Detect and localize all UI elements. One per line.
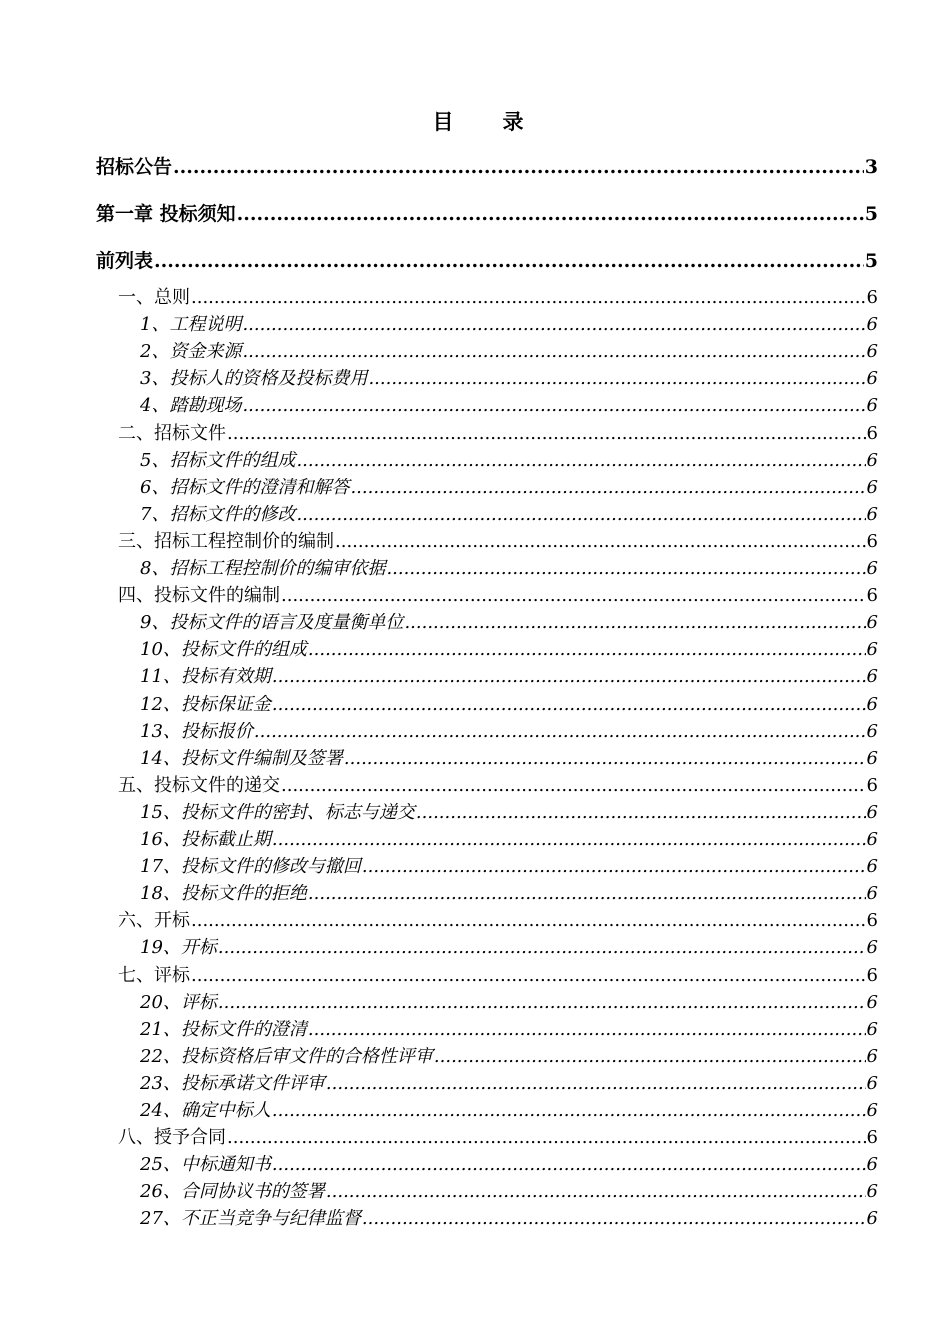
toc-dot-leader [344, 748, 866, 769]
toc-dot-leader [272, 1154, 866, 1175]
toc-dot-leader [335, 531, 866, 552]
toc-dot-leader [227, 1127, 866, 1148]
toc-entry-page: 6 [866, 314, 878, 336]
toc-entry-page: 6 [866, 774, 878, 796]
toc-entry[interactable] [140, 1204, 878, 1230]
toc-entry[interactable] [140, 1150, 878, 1176]
toc-entry[interactable] [140, 825, 878, 851]
toc-entry-page: 6 [866, 910, 878, 932]
toc-dot-leader [326, 1181, 866, 1202]
toc-dot-leader [242, 395, 865, 416]
toc-entry-page: 6 [866, 666, 878, 688]
toc-entry[interactable] [140, 1177, 878, 1203]
toc-entry-label: 20、评标 [140, 991, 217, 1013]
toc-entry-page: 6 [866, 612, 878, 634]
toc-entry[interactable] [140, 500, 878, 526]
toc-entry-page: 6 [866, 1100, 878, 1121]
toc-entry-label: 一、总则 [118, 287, 190, 308]
toc-entry-label: 招标公告 [96, 156, 173, 178]
toc-dot-leader [191, 965, 866, 986]
toc-entry-label: 23、投标承诺文件评审 [140, 1072, 325, 1094]
toc-entry-page: 6 [866, 639, 878, 661]
toc-entry-label: 三、招标工程控制价的编制 [118, 530, 334, 552]
toc-dot-leader [386, 558, 865, 579]
toc-entry-label: 前列表 [96, 250, 154, 272]
toc-entry[interactable] [140, 1042, 878, 1068]
toc-entry[interactable] [140, 1015, 878, 1041]
toc-entry[interactable] [140, 1069, 878, 1095]
toc-entry-label: 七、评标 [118, 964, 190, 986]
toc-dot-leader [237, 203, 864, 225]
toc-entry[interactable] [140, 690, 878, 716]
toc-dot-leader [281, 585, 866, 606]
toc-entry-label: 17、投标文件的修改与撤回 [140, 856, 361, 878]
toc-entry[interactable] [140, 554, 878, 580]
toc-entry-label: 7、招标文件的修改 [140, 503, 296, 525]
toc-entry-label: 25、中标通知书 [140, 1154, 271, 1176]
toc-entry-page: 6 [866, 422, 878, 444]
toc-dot-leader [272, 829, 866, 850]
toc-entry-label: 8、招标工程控制价的编审依据 [140, 558, 386, 579]
toc-dot-leader [227, 423, 866, 444]
toc-dot-leader [218, 992, 866, 1013]
toc-dot-leader [434, 1046, 866, 1067]
toc-dot-leader [350, 477, 865, 498]
toc-entry-page: 6 [866, 503, 878, 525]
toc-entry-page: 6 [866, 341, 878, 363]
toc-entry-page: 6 [866, 530, 878, 552]
toc-dot-leader [296, 504, 865, 525]
toc-entry-label: 12、投标保证金 [140, 693, 271, 715]
toc-entry-label: 26、合同协议书的签署 [140, 1181, 325, 1203]
toc-entry-label: 13、投标报价 [140, 720, 253, 742]
toc-entry-page: 6 [866, 1045, 878, 1067]
toc-dot-leader [308, 1019, 866, 1040]
toc-entry-page: 6 [866, 964, 878, 986]
toc-entry-page: 6 [866, 991, 878, 1013]
toc-entry[interactable] [96, 199, 878, 226]
toc-dot-leader [362, 856, 866, 877]
toc-dot-leader [272, 694, 866, 715]
toc-entry[interactable] [140, 988, 878, 1014]
toc-entry-label: 11、投标有效期 [140, 666, 271, 688]
toc-entry-page: 6 [866, 287, 878, 308]
toc-entry-label: 第一章 投标须知 [96, 203, 236, 225]
toc-entry[interactable] [140, 662, 878, 688]
toc-entry-page: 6 [866, 883, 878, 905]
toc-entry[interactable] [118, 771, 878, 797]
toc-entry-page: 6 [866, 1072, 878, 1094]
toc-entry[interactable] [118, 961, 878, 987]
toc-entry[interactable] [96, 152, 878, 179]
toc-entry[interactable] [140, 798, 878, 824]
toc-dot-leader [272, 1100, 866, 1121]
toc-entry[interactable] [96, 246, 878, 273]
toc-entry-page: 6 [866, 368, 878, 390]
toc-entry-page: 6 [866, 585, 878, 607]
toc-dot-leader [308, 639, 866, 660]
toc-entry-page: 6 [866, 558, 878, 579]
toc-entry[interactable] [140, 310, 878, 336]
toc-entry-page: 5 [864, 203, 878, 225]
toc-entry-label: 14、投标文件编制及签署 [140, 747, 343, 769]
toc-dot-leader [254, 721, 866, 742]
toc-entry[interactable] [118, 527, 878, 553]
toc-entry-label: 六、开标 [118, 910, 190, 932]
toc-entry-label: 五、投标文件的递交 [118, 774, 280, 796]
toc-dot-leader [242, 341, 865, 362]
toc-entry-label: 4、踏勘现场 [140, 395, 242, 417]
toc-entry-label: 5、招标文件的组成 [140, 449, 296, 471]
toc-entry[interactable] [118, 1123, 878, 1149]
toc-entry[interactable] [140, 635, 878, 661]
toc-entry-page: 6 [866, 449, 878, 471]
toc-entry-label: 6、招标文件的澄清和解答 [140, 476, 350, 498]
toc-entry-page: 6 [866, 1208, 878, 1230]
toc-entry-label: 24、确定中标人 [140, 1100, 271, 1121]
toc-entry[interactable] [140, 1096, 878, 1122]
toc-entry-page: 6 [866, 1127, 878, 1149]
toc-entry-label: 15、投标文件的密封、标志与递交 [140, 801, 415, 823]
toc-entry-label: 3、投标人的资格及投标费用 [140, 368, 368, 390]
toc-dot-leader [242, 314, 865, 335]
toc-entry-page: 6 [866, 829, 878, 850]
toc-entry-page: 6 [866, 937, 878, 959]
toc-entry-label: 1、工程说明 [140, 314, 242, 336]
toc-entry-page: 6 [866, 476, 878, 498]
toc-entry[interactable] [140, 852, 878, 878]
toc-entry-label: 八、授予合同 [118, 1127, 226, 1149]
toc-entry[interactable] [140, 717, 878, 743]
toc-dot-leader [191, 910, 866, 931]
toc-entry-page: 6 [866, 395, 878, 417]
toc-entry[interactable] [140, 473, 878, 499]
toc-entry-page: 6 [866, 747, 878, 769]
toc-entry-page: 6 [866, 1181, 878, 1203]
toc-entry[interactable] [140, 608, 878, 634]
toc-entry-label: 21、投标文件的澄清 [140, 1018, 307, 1040]
toc-entry-label: 2、资金来源 [140, 341, 242, 363]
toc-entry-label: 22、投标资格后审文件的合格性评审 [140, 1045, 433, 1067]
toc-dot-leader [191, 287, 866, 308]
toc-entry-page: 6 [866, 801, 878, 823]
toc-entry-page: 6 [866, 720, 878, 742]
toc-entry[interactable] [140, 744, 878, 770]
toc-entry[interactable] [118, 283, 878, 309]
toc-entry-label: 9、投标文件的语言及度量衡单位 [140, 612, 404, 634]
toc-entry-label: 16、投标截止期 [140, 829, 271, 850]
toc-entry-label: 18、投标文件的拒绝 [140, 883, 307, 905]
toc-entry-page: 5 [864, 250, 878, 272]
toc-entry-page: 6 [866, 1018, 878, 1040]
toc-dot-leader [272, 666, 866, 687]
toc-entry-page: 6 [866, 856, 878, 878]
toc-entry-label: 四、投标文件的编制 [118, 585, 280, 607]
toc-entry[interactable] [118, 581, 878, 607]
toc-entry[interactable] [140, 879, 878, 905]
toc-entry[interactable] [118, 419, 878, 445]
toc-entry[interactable] [140, 337, 878, 363]
toc-dot-leader [362, 1208, 866, 1229]
toc-dot-leader [404, 612, 865, 633]
toc-entry-label: 27、不正当竞争与纪律监督 [140, 1208, 361, 1230]
toc-dot-leader [368, 368, 865, 389]
toc-entry-page: 6 [866, 1154, 878, 1176]
toc-dot-leader [308, 883, 866, 904]
toc-entry[interactable] [140, 933, 878, 959]
toc-dot-leader [281, 775, 866, 796]
toc-dot-leader [296, 450, 865, 471]
toc-title: 目 录 [432, 109, 538, 134]
toc-dot-leader [416, 802, 866, 823]
toc-dot-leader [154, 250, 864, 272]
toc-entry-label: 19、开标 [140, 937, 217, 959]
toc-entry[interactable] [118, 906, 878, 932]
toc-entry-label: 10、投标文件的组成 [140, 639, 307, 661]
toc-entry[interactable] [140, 364, 878, 390]
toc-entry-page: 3 [864, 156, 878, 178]
toc-dot-leader [218, 937, 866, 958]
toc-entry[interactable] [140, 446, 878, 472]
toc-dot-leader [173, 156, 864, 178]
toc-entry-page: 6 [866, 693, 878, 715]
toc-dot-leader [326, 1073, 866, 1094]
toc-entry-label: 二、招标文件 [118, 422, 226, 444]
toc-entry[interactable] [140, 391, 878, 417]
